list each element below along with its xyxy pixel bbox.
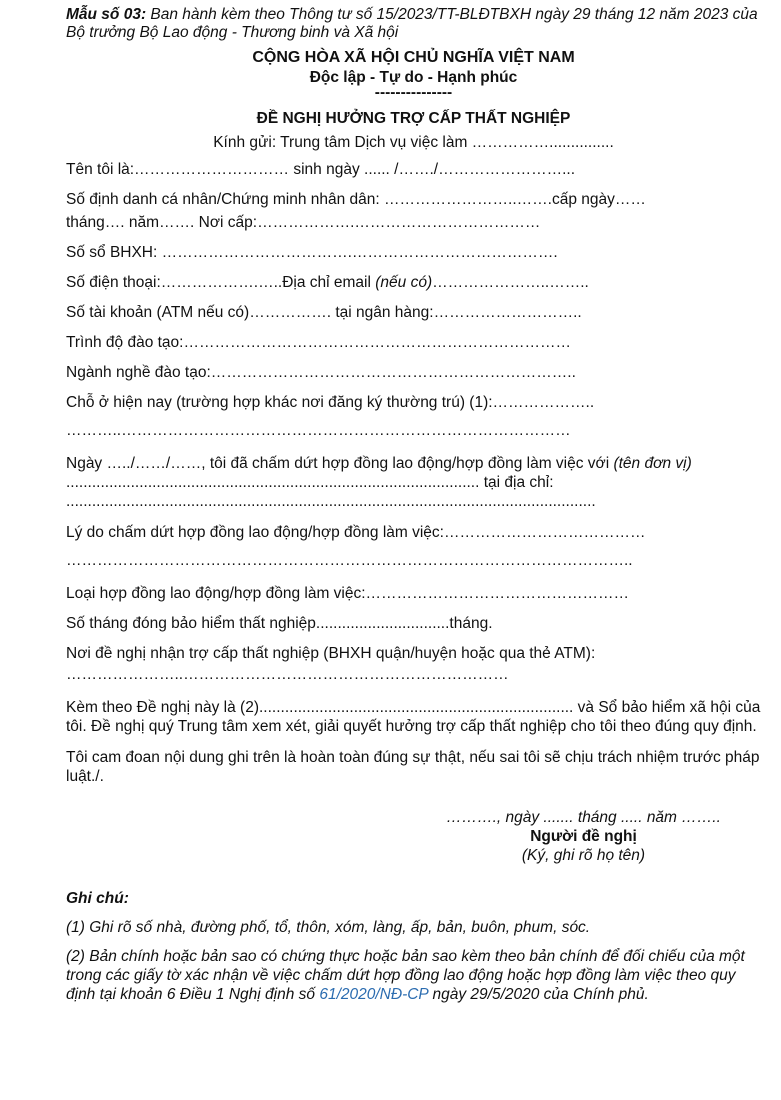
form-header-note: [66, 6, 761, 42]
form-issuance-text: Ban hành kèm theo Thông tư số 15/2023/TT-BLĐTBXH ngày 29 tháng 12 năm 2023 của Bộ trưởng Bộ Lao động - Thương binh và Xã hội: [66, 6, 758, 41]
signature-block: [406, 808, 761, 865]
recipient-line: Kính gửi: Trung tâm Dịch vụ việc làm ……………...............: [213, 134, 614, 151]
field-reason-dots: ………………………………………………………………………………………………..: [66, 552, 633, 569]
email-optional: (nếu có): [375, 274, 433, 291]
field-termination: [66, 454, 761, 511]
note-2-text: (2) Bản chính hoặc bản sao có chứng thực hoặc bản sao kèm theo bản chính để đối chiếu của một trong các giấy tờ xác nhận về việc chấm dứt hợp đồng lao động hoặc hợp đồng làm việc theo quy định tại khoản 6 Điều 1 Nghị định số: [66, 948, 745, 1003]
field-residence: Chỗ ở hiện nay (trường hợp khác nơi đăng ký thường trú) (1):………………..: [66, 394, 595, 411]
field-termination-reason: Lý do chấm dứt hợp đồng lao động/hợp đồng làm việc:…………………………………: [66, 524, 646, 541]
nation-name: CỘNG HÒA XÃ HỘI CHỦ NGHĨA VIỆT NAM: [252, 49, 575, 66]
field-id-line-2: tháng…. năm……. Nơi cấp:……………….………………………………: [66, 214, 541, 231]
field-benefit-place-dots: …………………..………………………………………………………: [66, 666, 509, 683]
field-phone-email: [66, 273, 761, 292]
field-residence-dots: ………..……………………………………………………………………………: [66, 422, 571, 439]
note-2-date: ngày 29/5/2020 của Chính phủ.: [428, 986, 649, 1003]
field-contract-type: Loại hợp đồng lao động/hợp đồng làm việc:……………………………………………: [66, 585, 630, 602]
email-dots: …………………..……..: [432, 274, 589, 291]
motto-separator: ---------------: [374, 84, 453, 101]
notes-heading: Ghi chú:: [66, 890, 129, 907]
field-insurance-months: Số tháng đóng bảo hiểm thất nghiệp...............................tháng.: [66, 615, 493, 632]
signature-title: Người đề nghị: [530, 828, 637, 845]
nation-motto: Độc lập - Tự do - Hạnh phúc: [309, 69, 518, 86]
form-number: Mẫu số 03:: [66, 6, 147, 23]
note-1: (1) Ghi rõ số nhà, đường phố, tổ, thôn, xóm, làng, ấp, bản, buôn, phum, sóc.: [66, 919, 591, 936]
phone-label: Số điện thoại:……………….…..Địa chỉ email: [66, 274, 376, 291]
field-benefit-place: Nơi đề nghị nhận trợ cấp thất nghiệp (BHXH quận/huyện hoặc qua thẻ ATM):: [66, 645, 596, 662]
attached-documents-paragraph: Kèm theo Đề nghị này là (2)......................................................................... và Sổ bảo hiểm xã hội của tôi. Đề nghị quý Trung tâm xem xét, giải quyết hưởng trợ cấp thất nghiệp cho tôi theo đúng quy định.: [66, 699, 761, 735]
decree-link[interactable]: 61/2020/NĐ-CP: [319, 986, 429, 1003]
field-education: Trình độ đào tạo:…………………………………………………………………: [66, 334, 571, 351]
field-id-line-1: Số định danh cá nhân/Chứng minh nhân dân: ……………………..…….cấp ngày……: [66, 191, 646, 208]
termination-address: ................................................................................................ tại địa chỉ: ...........................................................................................................................: [66, 474, 596, 510]
field-bank-account: Số tài khoản (ATM nếu có)……………. tại ngân hàng:………………………..: [66, 304, 582, 321]
note-2: [66, 947, 761, 1004]
termination-text: Ngày …../……/……, tôi đã chấm dứt hợp đồng lao động/hợp đồng làm việc với: [66, 455, 614, 472]
document-title: ĐỀ NGHỊ HƯỞNG TRỢ CẤP THẤT NGHIỆP: [256, 110, 571, 127]
signature-date: ………., ngày ....... tháng ..... năm ……..: [446, 809, 721, 826]
field-name: Tên tôi là:………………………… sinh ngày ...... /……./……………………...: [66, 161, 576, 178]
commitment-paragraph: Tôi cam đoan nội dung ghi trên là hoàn toàn đúng sự thật, nếu sai tôi sẽ chịu trách nhiệm trước pháp luật./.: [66, 749, 760, 785]
termination-unit-hint: (tên đơn vị): [613, 455, 692, 472]
signature-note: (Ký, ghi rõ họ tên): [521, 847, 646, 864]
field-major: Ngành nghề đào tạo:……………………………………………………………..: [66, 364, 576, 381]
field-bhxh-number: Số sổ BHXH: ……………………………….………………………………….: [66, 244, 558, 261]
